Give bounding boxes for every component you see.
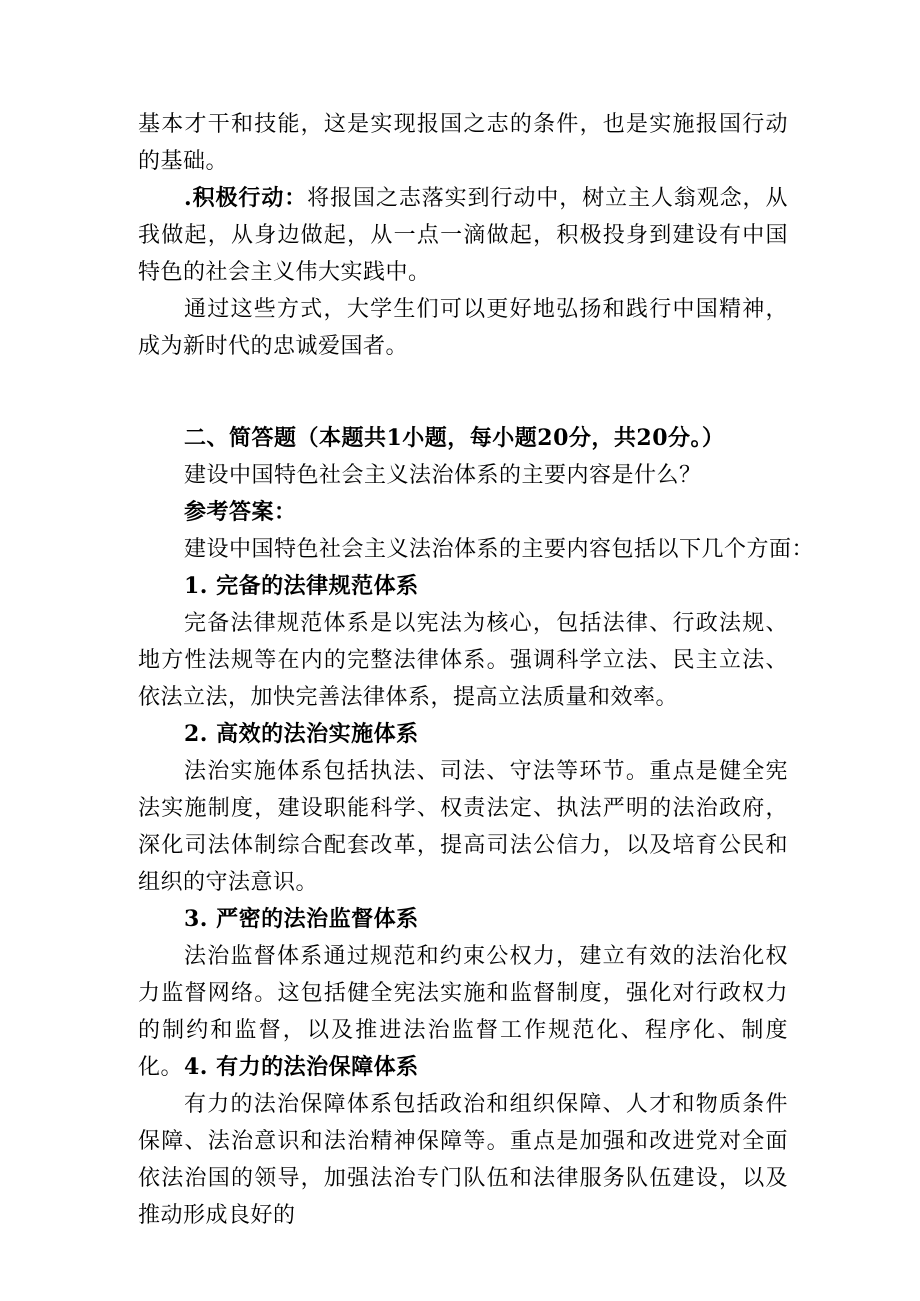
item-body: 法治监督体系通过规范和约束公权力，建立有效的法治化权力监督网络。这包括健全宪法实施和监督制度，强化对行政权力的制约和监督，以及推进法治监督工作规范化、程序化、制度化。 <box>138 944 788 1080</box>
item-title: 2. 高效的法治实施体系 <box>184 721 419 747</box>
item-body: 完备法律规范体系是以宪法为核心，包括法律、行政法规、地方性法规等在内的完整法律体系。强调科学立法、民主立法、依法立法，加快完善法律体系，提高立法质量和效率。 <box>138 611 788 710</box>
item-body: 法治实施体系包括执法、司法、守法等环节。重点是健全宪法实施制度，建设职能科学、权责法定、执法严明的法治政府，深化司法体制综合配套改革，提高司法公信力，以及培育公民和组织的守法意识。 <box>138 759 788 895</box>
question-text: 建设中国特色社会主义法治体系的主要内容是什么？ <box>184 463 702 488</box>
answer-label: 参考答案： <box>184 499 297 525</box>
continuation-paragraph: 基本才干和技能，这是实现报国之志的条件，也是实施报国行动的基础。 <box>138 112 788 174</box>
answer-intro: 建设中国特色社会主义法治体系的主要内容包括以下几个方面： <box>184 537 815 562</box>
active-action-label: .积极行动： <box>184 185 308 211</box>
item-title: 3. 严密的法治监督体系 <box>184 906 419 932</box>
active-action-text: 将报国之志落实到行动中，树立主人翁观念，从我做起，从身边做起，从一点一滴做起，积极投身到建设有中国特色的社会主义伟大实践中。 <box>138 186 788 285</box>
section-heading: 二、简答题（本题共1小题，每小题20分，共20分。） <box>184 425 725 451</box>
item-body: 有力的法治保障体系包括政治和组织保障、人才和物质条件保障、法治意识和法治精神保障等。重点是加强和改进党对全面依法治国的领导，加强法治专门队伍和法律服务队伍建设，以及推动形成良好的 <box>138 1092 788 1228</box>
closing-paragraph: 通过这些方式，大学生们可以更好地弘扬和践行中国精神，成为新时代的忠诚爱国者。 <box>138 297 788 359</box>
item-title: 4. 有力的法治保障体系 <box>184 1054 419 1080</box>
active-action-paragraph <box>138 180 788 291</box>
item-title: 1. 完备的法律规范体系 <box>184 573 419 599</box>
